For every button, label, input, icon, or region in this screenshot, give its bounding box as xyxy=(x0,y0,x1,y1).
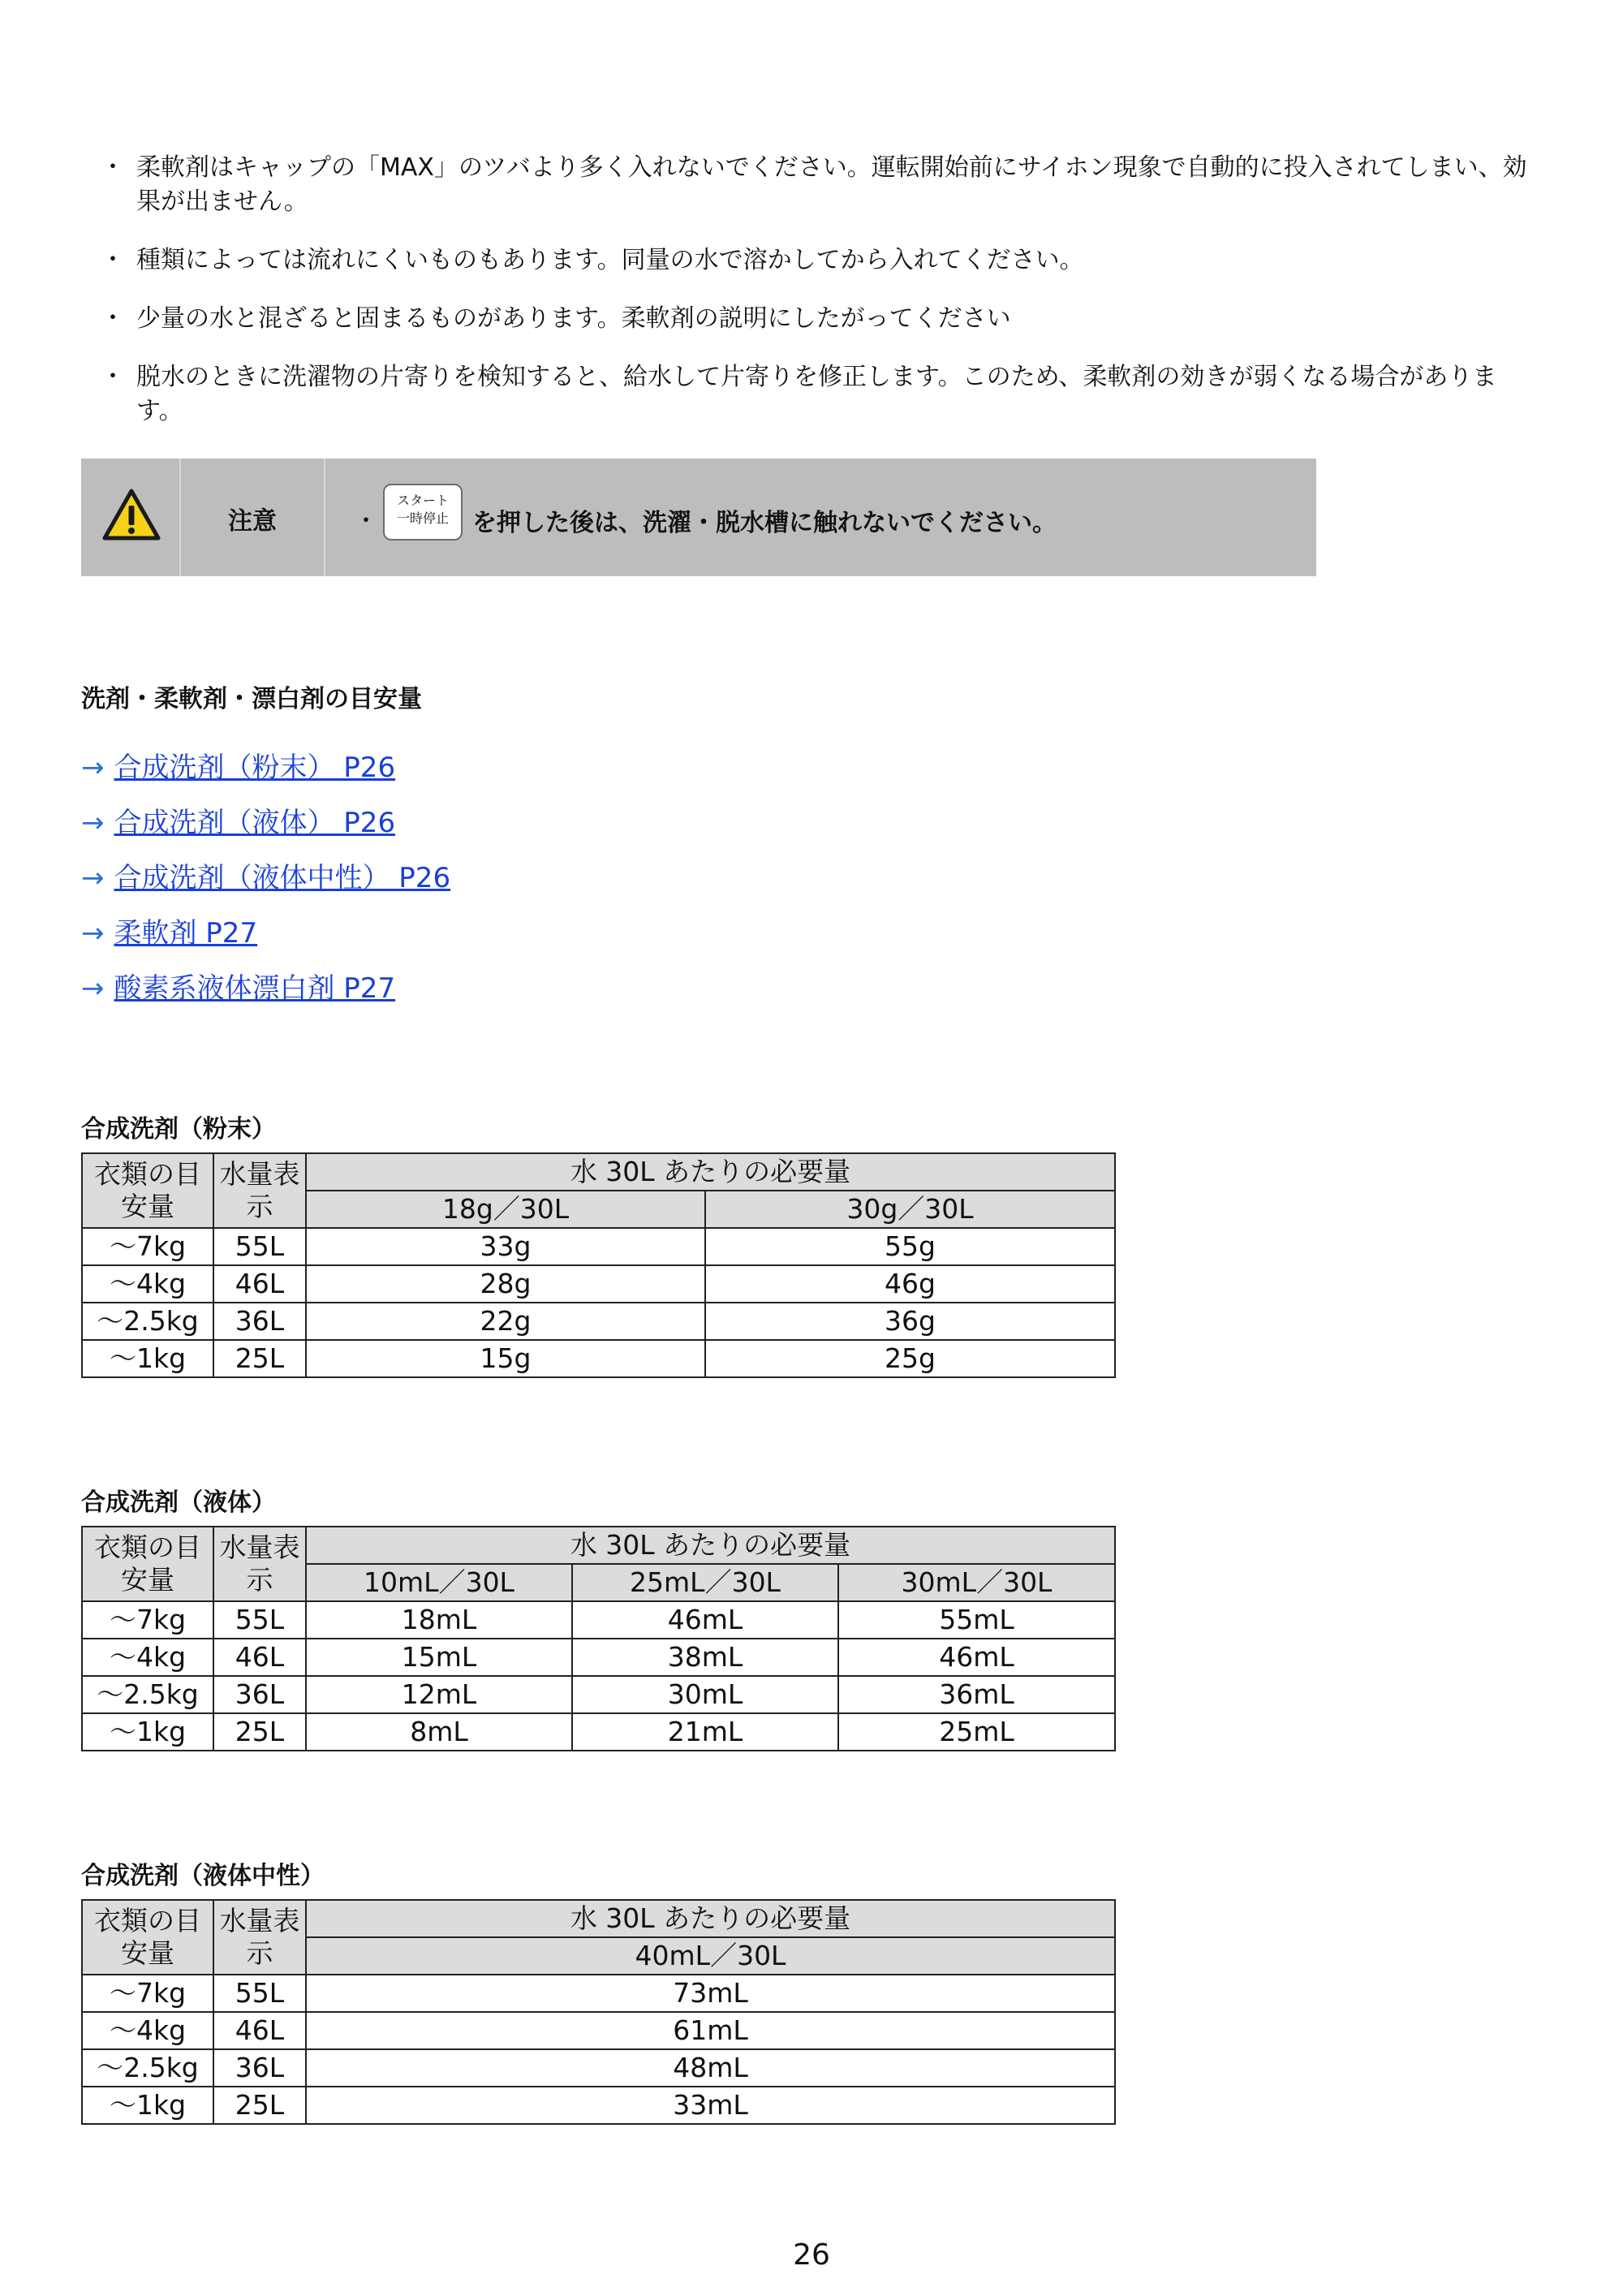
table-row xyxy=(82,2087,1115,2124)
cell: 38mL xyxy=(572,1639,838,1676)
caution-box xyxy=(81,459,1316,576)
cell: 36L xyxy=(213,1676,306,1713)
cell: 30mL xyxy=(572,1676,838,1713)
caution-bullet: ・ xyxy=(354,507,378,536)
guide-title: 洗剤・柔軟剤・漂白剤の目安量 xyxy=(81,685,422,713)
cell: 22g xyxy=(306,1303,705,1340)
header-concentration: 25mL／30L xyxy=(572,1564,838,1601)
link-softener[interactable]: 柔軟剤 P27 xyxy=(114,917,258,950)
cell: 33mL xyxy=(306,2087,1115,2124)
header-concentration: 30g／30L xyxy=(705,1191,1115,1228)
table-row xyxy=(82,1975,1115,2012)
cell: 46mL xyxy=(838,1639,1115,1676)
table-row xyxy=(82,1676,1115,1713)
cell: 48mL xyxy=(306,2049,1115,2087)
header-water: 水量表示 xyxy=(213,1900,306,1975)
cell: 46L xyxy=(213,1265,306,1303)
reference-links xyxy=(81,747,450,1023)
cell: 28g xyxy=(306,1265,705,1303)
table-header-row xyxy=(82,1900,1115,1937)
header-water: 水量表示 xyxy=(213,1527,306,1601)
table-row xyxy=(82,2012,1115,2049)
link-item xyxy=(81,912,450,967)
arrow-right-icon: → xyxy=(81,917,105,950)
cell: 18mL xyxy=(306,1601,572,1639)
cell: 36g xyxy=(705,1303,1115,1340)
table-row xyxy=(82,1303,1115,1340)
table-row xyxy=(82,1639,1115,1676)
cell: 36L xyxy=(213,1303,306,1340)
caution-label: 注意 xyxy=(228,507,277,536)
cell: ～7kg xyxy=(82,1975,213,2012)
header-required: 水 30L あたりの必要量 xyxy=(306,1527,1115,1564)
caution-label-cell xyxy=(181,459,325,576)
header-clothes: 衣類の目安量 xyxy=(82,1900,213,1975)
arrow-right-icon: → xyxy=(81,807,105,839)
cell: 73mL xyxy=(306,1975,1115,2012)
table-header-row xyxy=(82,1527,1115,1564)
link-item xyxy=(81,967,450,1023)
cell: 46L xyxy=(213,1639,306,1676)
cell: ～1kg xyxy=(82,1713,213,1751)
link-item xyxy=(81,802,450,857)
cell: 36L xyxy=(213,2049,306,2087)
caution-message: を押した後は、洗濯・脱水槽に触れないでください。 xyxy=(472,509,1057,537)
table-row xyxy=(82,1340,1115,1377)
cell: 25L xyxy=(213,1713,306,1751)
cell: 55mL xyxy=(838,1601,1115,1639)
table-row xyxy=(82,1228,1115,1265)
arrow-right-icon: → xyxy=(81,862,105,894)
cell: 12mL xyxy=(306,1676,572,1713)
arrow-right-icon: → xyxy=(81,972,105,1005)
cell: 36mL xyxy=(838,1676,1115,1713)
header-concentration: 40mL／30L xyxy=(306,1937,1115,1975)
cell: ～4kg xyxy=(82,2012,213,2049)
table-row xyxy=(82,1601,1115,1639)
cell: ～7kg xyxy=(82,1228,213,1265)
cell: 25L xyxy=(213,2087,306,2124)
pause-key-label: 一時停止 xyxy=(396,510,449,526)
note-item: ・ 少量の水と混ざると固まるものがあります。柔軟剤の説明にしたがってください xyxy=(104,302,1532,336)
cell: 15g xyxy=(306,1340,705,1377)
table-header-row xyxy=(82,1153,1115,1191)
cell: 55g xyxy=(705,1228,1115,1265)
cell: ～2.5kg xyxy=(82,1303,213,1340)
cell: 21mL xyxy=(572,1713,838,1751)
arrow-right-icon: → xyxy=(81,752,105,784)
cell: ～4kg xyxy=(82,1639,213,1676)
dosage-table-liquid-neutral xyxy=(81,1899,1116,2125)
dosage-table-liquid xyxy=(81,1526,1116,1751)
cell: 25mL xyxy=(838,1713,1115,1751)
cell: ～2.5kg xyxy=(82,1676,213,1713)
start-key-label: スタート xyxy=(396,493,449,508)
header-concentration: 10mL／30L xyxy=(306,1564,572,1601)
cell: ～1kg xyxy=(82,2087,213,2124)
start-pause-key-icon xyxy=(383,484,463,541)
cell: ～2.5kg xyxy=(82,2049,213,2087)
cell: 25L xyxy=(213,1340,306,1377)
link-liquid-neutral[interactable]: 合成洗剤（液体中性） P26 xyxy=(114,862,451,894)
cell: ～4kg xyxy=(82,1265,213,1303)
link-item xyxy=(81,857,450,912)
cell: ～7kg xyxy=(82,1601,213,1639)
link-item xyxy=(81,747,450,802)
header-concentration: 30mL／30L xyxy=(838,1564,1115,1601)
cell: 46g xyxy=(705,1265,1115,1303)
cell: 8mL xyxy=(306,1713,572,1751)
cell: 46L xyxy=(213,2012,306,2049)
note-item: ・ 種類によっては流れにくいものもあります。同量の水で溶かしてから入れてください。 xyxy=(104,243,1532,278)
table-title-liquid: 合成洗剤（液体） xyxy=(81,1488,276,1517)
caution-icon-cell xyxy=(81,459,181,576)
cell: 55L xyxy=(213,1601,306,1639)
cell: 46mL xyxy=(572,1601,838,1639)
note-item: ・ 柔軟剤はキャップの「MAX」のツバより多く入れないでください。運転開始前にサイホン現象で自動的に投入されてしまい、効果が出ません。 xyxy=(104,151,1532,219)
table-row xyxy=(82,1265,1115,1303)
header-clothes: 衣類の目安量 xyxy=(82,1527,213,1601)
table-row xyxy=(82,1713,1115,1751)
table-title-powder: 合成洗剤（粉末） xyxy=(81,1115,276,1144)
link-bleach[interactable]: 酸素系液体漂白剤 P27 xyxy=(114,972,396,1005)
header-concentration: 18g／30L xyxy=(306,1191,705,1228)
notes-list xyxy=(104,151,1532,453)
cell: 25g xyxy=(705,1340,1115,1377)
cell: ～1kg xyxy=(82,1340,213,1377)
link-liquid[interactable]: 合成洗剤（液体） P26 xyxy=(114,807,396,839)
page-number: 26 xyxy=(793,2238,830,2272)
dosage-table-powder xyxy=(81,1152,1116,1378)
cell: 55L xyxy=(213,1975,306,2012)
cell: 15mL xyxy=(306,1639,572,1676)
header-required: 水 30L あたりの必要量 xyxy=(306,1153,1115,1191)
warning-icon xyxy=(102,488,161,541)
header-clothes: 衣類の目安量 xyxy=(82,1153,213,1228)
header-water: 水量表示 xyxy=(213,1153,306,1228)
cell: 55L xyxy=(213,1228,306,1265)
cell: 33g xyxy=(306,1228,705,1265)
table-row xyxy=(82,2049,1115,2087)
header-required: 水 30L あたりの必要量 xyxy=(306,1900,1115,1937)
note-item: ・ 脱水のときに洗濯物の片寄りを検知すると、給水して片寄りを修正します。このため、柔軟剤の効きが弱くなる場合があります。 xyxy=(104,360,1532,429)
table-title-liquid-neutral: 合成洗剤（液体中性） xyxy=(81,1862,325,1890)
cell: 61mL xyxy=(306,2012,1115,2049)
link-powder[interactable]: 合成洗剤（粉末） P26 xyxy=(114,752,396,784)
